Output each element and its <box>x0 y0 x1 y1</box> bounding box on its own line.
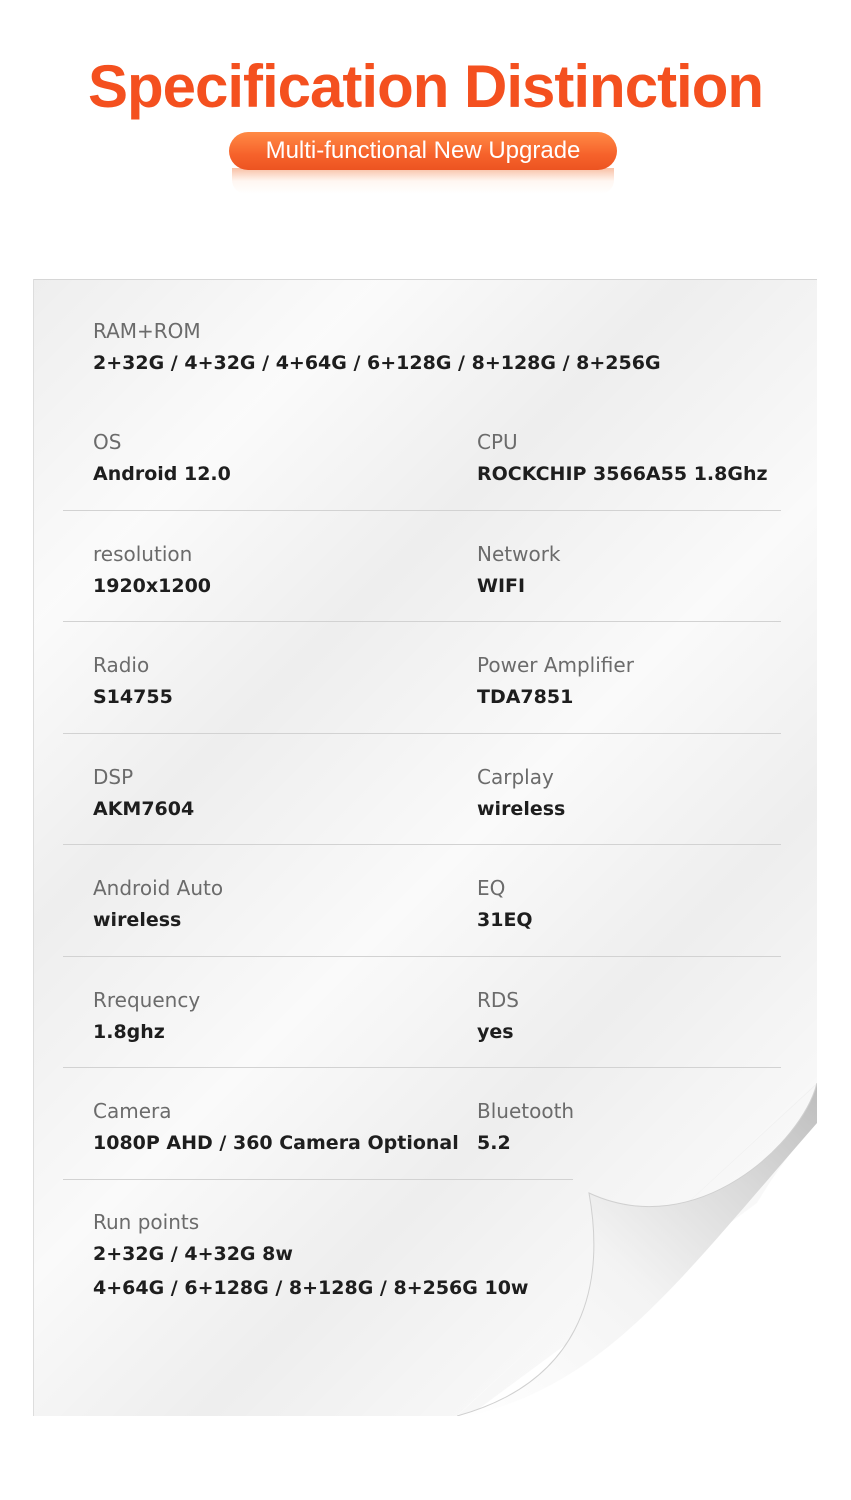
spec-label: Carplay <box>477 765 554 789</box>
spec-label: Radio <box>93 653 150 677</box>
spec-label: DSP <box>93 765 134 789</box>
spec-value: 2+32G / 4+32G / 4+64G / 6+128G / 8+128G / 8+256G <box>93 352 661 374</box>
spec-label: EQ <box>477 876 506 900</box>
spec-value-line-2: 4+64G / 6+128G / 8+128G / 8+256G 10w <box>93 1277 529 1299</box>
row-divider <box>63 1179 573 1180</box>
spec-dsp <box>93 764 194 822</box>
spec-resolution <box>93 541 211 599</box>
paper-left-edge <box>33 279 34 1416</box>
spec-value: TDA7851 <box>477 686 574 708</box>
spec-frequency <box>93 987 200 1045</box>
spec-bluetooth <box>477 1098 574 1156</box>
spec-radio <box>93 652 173 710</box>
spec-value: WIFI <box>477 575 526 597</box>
spec-label: CPU <box>477 430 518 454</box>
row-divider <box>63 956 781 957</box>
spec-os <box>93 429 231 487</box>
spec-value: 5.2 <box>477 1132 511 1154</box>
spec-value-line-1: 2+32G / 4+32G 8w <box>93 1243 293 1265</box>
spec-label: Rrequency <box>93 988 201 1012</box>
spec-ram-rom <box>93 318 661 376</box>
spec-value: Android 12.0 <box>93 463 231 485</box>
spec-value: wireless <box>477 798 566 820</box>
row-divider <box>63 844 781 845</box>
spec-label: resolution <box>93 542 193 566</box>
subtitle-pill-reflection <box>232 168 614 194</box>
spec-label: Android Auto <box>93 876 224 900</box>
spec-value: 1080P AHD / 360 Camera Optional <box>93 1132 459 1154</box>
spec-power-amplifier <box>477 652 634 710</box>
spec-value: wireless <box>93 909 182 931</box>
spec-value: 1.8ghz <box>93 1021 165 1043</box>
spec-network <box>477 541 561 599</box>
row-divider <box>63 733 781 734</box>
spec-value: ROCKCHIP 3566A55 1.8Ghz <box>477 463 768 485</box>
spec-value: 31EQ <box>477 909 533 931</box>
page-title: Specification Distinction <box>87 53 764 120</box>
row-divider <box>63 621 781 622</box>
spec-carplay <box>477 764 565 822</box>
spec-eq <box>477 875 533 933</box>
spec-value: S14755 <box>93 686 173 708</box>
spec-run-points <box>93 1209 528 1301</box>
spec-label: RDS <box>477 988 519 1012</box>
spec-value: AKM7604 <box>93 798 195 820</box>
spec-android-auto <box>93 875 223 933</box>
paper-top-edge <box>33 279 817 280</box>
spec-cpu <box>477 429 768 487</box>
spec-label: Network <box>477 542 561 566</box>
subtitle-pill: Multi-functional New Upgrade <box>229 132 617 170</box>
spec-label: Run points <box>93 1210 200 1234</box>
spec-label: RAM+ROM <box>93 319 201 343</box>
spec-value: yes <box>477 1021 514 1043</box>
spec-rds <box>477 987 519 1045</box>
spec-label: Camera <box>93 1099 172 1123</box>
spec-label: Bluetooth <box>477 1099 575 1123</box>
spec-camera <box>93 1098 459 1156</box>
row-divider <box>63 510 781 511</box>
spec-value: 1920x1200 <box>93 575 212 597</box>
spec-label: Power Amplifier <box>477 653 634 677</box>
spec-label: OS <box>93 430 122 454</box>
row-divider <box>63 1067 781 1068</box>
